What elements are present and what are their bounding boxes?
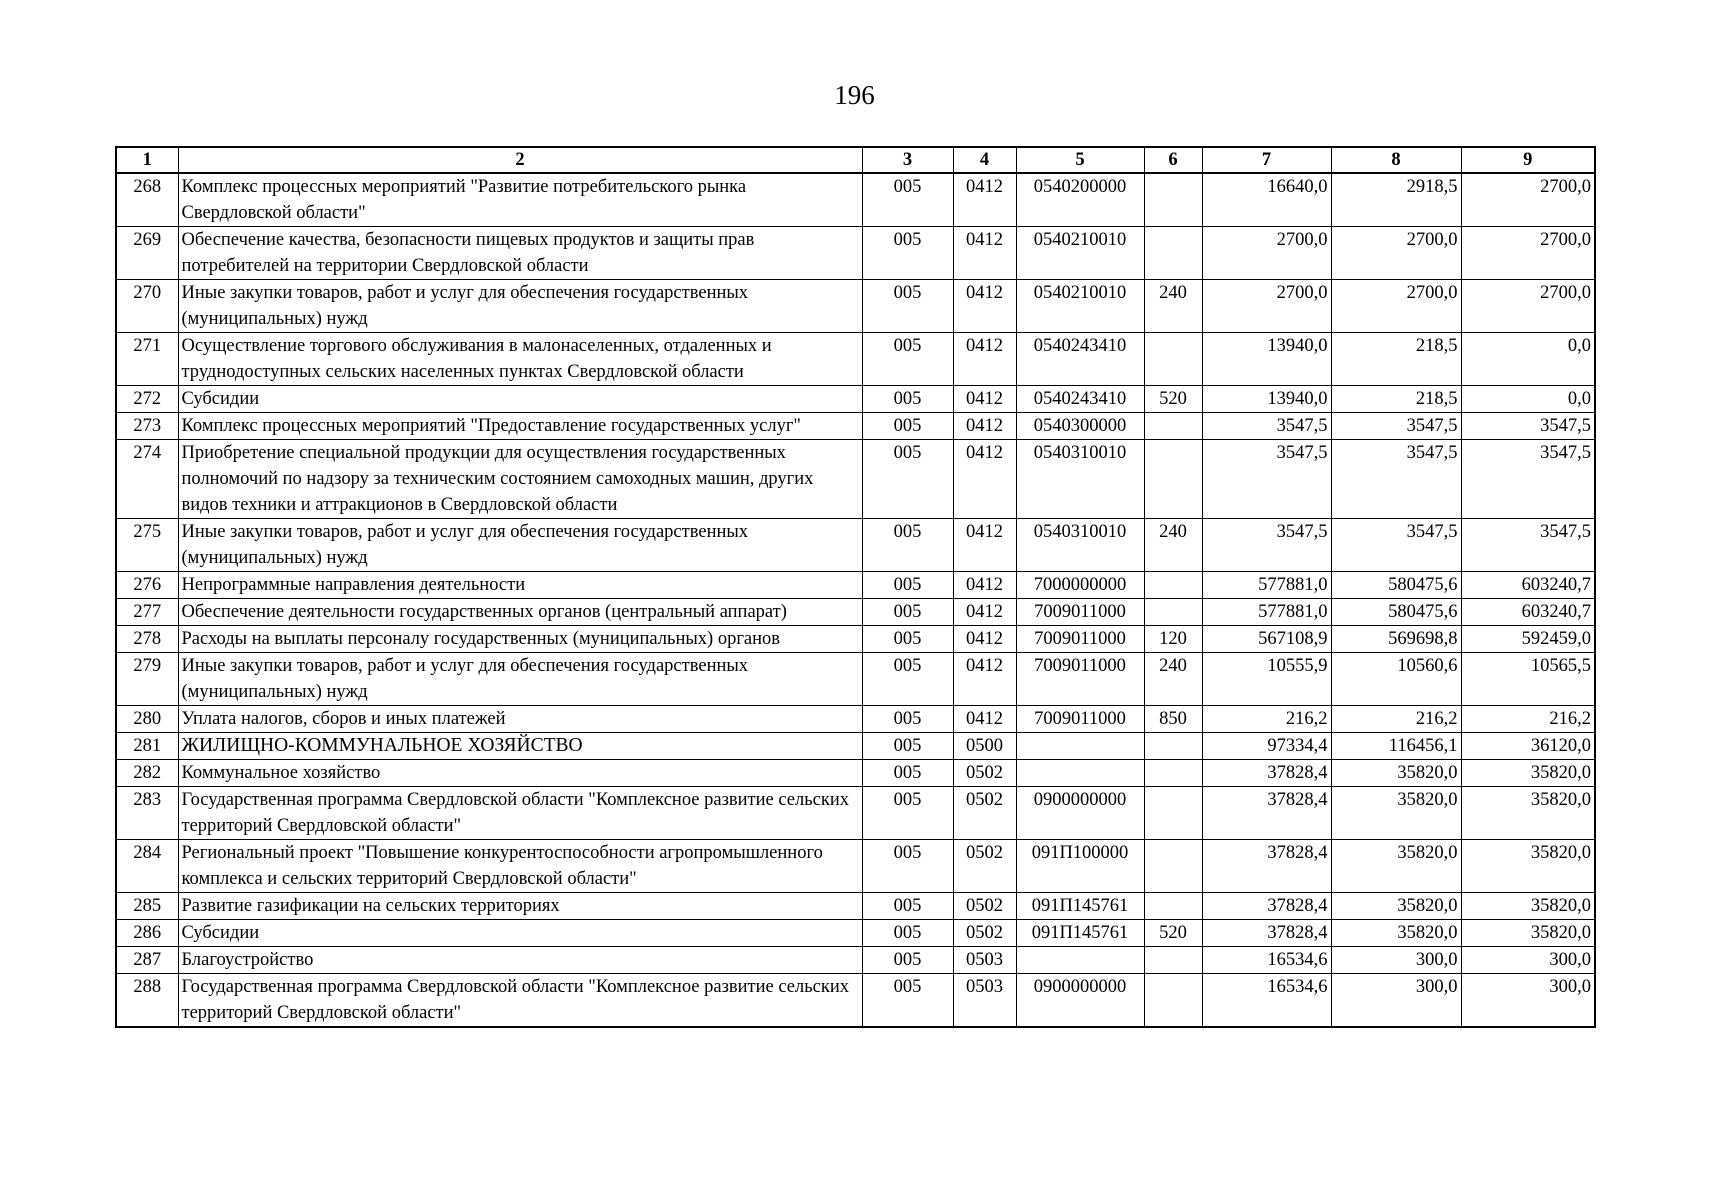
ministry-code: 005 [862, 787, 953, 840]
target-code: 091П145761 [1016, 893, 1144, 920]
amount-col8: 569698,8 [1331, 626, 1461, 653]
section-code: 0502 [953, 760, 1016, 787]
target-code: 0900000000 [1016, 787, 1144, 840]
amount-col9: 603240,7 [1461, 572, 1595, 599]
ministry-code: 005 [862, 760, 953, 787]
amount-col7: 37828,4 [1202, 787, 1331, 840]
row-name: ЖИЛИЩНО-КОММУНАЛЬНОЕ ХОЗЯЙСТВО [178, 733, 862, 760]
table-row [116, 974, 1595, 1028]
amount-col8: 300,0 [1331, 974, 1461, 1028]
table-row [116, 840, 1595, 893]
row-name: Иные закупки товаров, работ и услуг для обеспечения государственных (муниципальных) нужд [178, 653, 862, 706]
row-name: Субсидии [178, 920, 862, 947]
expense-type-code [1144, 974, 1202, 1028]
expense-type-code [1144, 787, 1202, 840]
target-code: 7009011000 [1016, 653, 1144, 706]
amount-col7: 3547,5 [1202, 440, 1331, 519]
amount-col9: 35820,0 [1461, 787, 1595, 840]
section-code: 0502 [953, 920, 1016, 947]
expense-type-code [1144, 572, 1202, 599]
section-code: 0412 [953, 386, 1016, 413]
section-code: 0502 [953, 787, 1016, 840]
ministry-code: 005 [862, 653, 953, 706]
row-number: 274 [116, 440, 178, 519]
row-name: Осуществление торгового обслуживания в малонаселенных, отдаленных и труднодоступных сельских населенных пунктах Свердловской области [178, 333, 862, 386]
amount-col8: 2700,0 [1331, 227, 1461, 280]
expense-type-code [1144, 333, 1202, 386]
ministry-code: 005 [862, 599, 953, 626]
amount-col7: 216,2 [1202, 706, 1331, 733]
row-name: Обеспечение качества, безопасности пищевых продуктов и защиты прав потребителей на территории Свердловской области [178, 227, 862, 280]
amount-col7: 577881,0 [1202, 599, 1331, 626]
amount-col7: 13940,0 [1202, 333, 1331, 386]
target-code: 0540310010 [1016, 519, 1144, 572]
ministry-code: 005 [862, 173, 953, 227]
expense-type-code [1144, 840, 1202, 893]
table-row [116, 893, 1595, 920]
amount-col9: 10565,5 [1461, 653, 1595, 706]
column-header: 9 [1461, 147, 1595, 173]
table-row [116, 386, 1595, 413]
amount-col9: 35820,0 [1461, 760, 1595, 787]
target-code: 091П100000 [1016, 840, 1144, 893]
column-header: 2 [178, 147, 862, 173]
row-number: 277 [116, 599, 178, 626]
ministry-code: 005 [862, 893, 953, 920]
amount-col8: 116456,1 [1331, 733, 1461, 760]
amount-col9: 3547,5 [1461, 519, 1595, 572]
expense-type-code [1144, 413, 1202, 440]
amount-col8: 300,0 [1331, 947, 1461, 974]
row-name: Расходы на выплаты персоналу государственных (муниципальных) органов [178, 626, 862, 653]
target-code: 7009011000 [1016, 706, 1144, 733]
ministry-code: 005 [862, 333, 953, 386]
table-row [116, 572, 1595, 599]
amount-col8: 216,2 [1331, 706, 1461, 733]
ministry-code: 005 [862, 733, 953, 760]
expense-type-code [1144, 733, 1202, 760]
amount-col7: 16640,0 [1202, 173, 1331, 227]
amount-col7: 97334,4 [1202, 733, 1331, 760]
amount-col8: 580475,6 [1331, 572, 1461, 599]
target-code: 0540210010 [1016, 227, 1144, 280]
target-code: 7009011000 [1016, 626, 1144, 653]
section-code: 0412 [953, 333, 1016, 386]
row-name: Иные закупки товаров, работ и услуг для обеспечения государственных (муниципальных) нужд [178, 519, 862, 572]
amount-col9: 216,2 [1461, 706, 1595, 733]
target-code: 0900000000 [1016, 974, 1144, 1028]
table-row [116, 333, 1595, 386]
amount-col9: 0,0 [1461, 386, 1595, 413]
table-row [116, 173, 1595, 227]
table-row [116, 653, 1595, 706]
section-code: 0412 [953, 227, 1016, 280]
ministry-code: 005 [862, 572, 953, 599]
row-number: 282 [116, 760, 178, 787]
target-code [1016, 733, 1144, 760]
amount-col9: 35820,0 [1461, 893, 1595, 920]
target-code: 7000000000 [1016, 572, 1144, 599]
amount-col7: 37828,4 [1202, 760, 1331, 787]
section-code: 0412 [953, 653, 1016, 706]
expense-type-code: 520 [1144, 920, 1202, 947]
table-row [116, 733, 1595, 760]
column-header: 7 [1202, 147, 1331, 173]
section-code: 0412 [953, 599, 1016, 626]
expense-type-code: 120 [1144, 626, 1202, 653]
column-header: 1 [116, 147, 178, 173]
ministry-code: 005 [862, 626, 953, 653]
row-number: 280 [116, 706, 178, 733]
row-name: Уплата налогов, сборов и иных платежей [178, 706, 862, 733]
column-header: 4 [953, 147, 1016, 173]
row-number: 269 [116, 227, 178, 280]
table-row [116, 599, 1595, 626]
ministry-code: 005 [862, 227, 953, 280]
target-code: 0540310010 [1016, 440, 1144, 519]
amount-col8: 3547,5 [1331, 413, 1461, 440]
row-number: 287 [116, 947, 178, 974]
section-code: 0412 [953, 280, 1016, 333]
target-code: 091П145761 [1016, 920, 1144, 947]
column-header: 6 [1144, 147, 1202, 173]
row-number: 279 [116, 653, 178, 706]
row-number: 276 [116, 572, 178, 599]
table-row [116, 706, 1595, 733]
expense-type-code: 850 [1144, 706, 1202, 733]
amount-col7: 2700,0 [1202, 280, 1331, 333]
ministry-code: 005 [862, 280, 953, 333]
expense-type-code: 240 [1144, 280, 1202, 333]
section-code: 0412 [953, 413, 1016, 440]
target-code: 0540300000 [1016, 413, 1144, 440]
row-name: Развитие газификации на сельских территориях [178, 893, 862, 920]
amount-col7: 37828,4 [1202, 920, 1331, 947]
target-code: 0540243410 [1016, 333, 1144, 386]
amount-col8: 35820,0 [1331, 893, 1461, 920]
amount-col7: 16534,6 [1202, 947, 1331, 974]
amount-col7: 16534,6 [1202, 974, 1331, 1028]
amount-col8: 35820,0 [1331, 920, 1461, 947]
section-code: 0500 [953, 733, 1016, 760]
row-number: 273 [116, 413, 178, 440]
amount-col7: 37828,4 [1202, 893, 1331, 920]
amount-col9: 3547,5 [1461, 440, 1595, 519]
row-name: Государственная программа Свердловской области "Комплексное развитие сельских территорий Свердловской области" [178, 787, 862, 840]
ministry-code: 005 [862, 386, 953, 413]
amount-col9: 2700,0 [1461, 173, 1595, 227]
table-body [116, 173, 1595, 1027]
target-code [1016, 760, 1144, 787]
ministry-code: 005 [862, 706, 953, 733]
row-number: 283 [116, 787, 178, 840]
amount-col9: 300,0 [1461, 947, 1595, 974]
row-name: Комплекс процессных мероприятий "Предоставление государственных услуг" [178, 413, 862, 440]
table-row [116, 947, 1595, 974]
row-name: Субсидии [178, 386, 862, 413]
row-number: 271 [116, 333, 178, 386]
table-row [116, 920, 1595, 947]
amount-col8: 35820,0 [1331, 760, 1461, 787]
expense-type-code: 240 [1144, 653, 1202, 706]
amount-col9: 0,0 [1461, 333, 1595, 386]
row-number: 268 [116, 173, 178, 227]
row-number: 281 [116, 733, 178, 760]
section-code: 0502 [953, 840, 1016, 893]
row-number: 286 [116, 920, 178, 947]
target-code: 0540243410 [1016, 386, 1144, 413]
amount-col9: 592459,0 [1461, 626, 1595, 653]
expense-type-code: 240 [1144, 519, 1202, 572]
amount-col8: 3547,5 [1331, 519, 1461, 572]
expense-type-code [1144, 440, 1202, 519]
expense-type-code [1144, 760, 1202, 787]
amount-col9: 300,0 [1461, 974, 1595, 1028]
column-header: 8 [1331, 147, 1461, 173]
row-number: 272 [116, 386, 178, 413]
row-number: 275 [116, 519, 178, 572]
table-row [116, 413, 1595, 440]
row-name: Комплекс процессных мероприятий "Развитие потребительского рынка Свердловской области" [178, 173, 862, 227]
target-code [1016, 947, 1144, 974]
amount-col9: 35820,0 [1461, 920, 1595, 947]
ministry-code: 005 [862, 519, 953, 572]
section-code: 0412 [953, 173, 1016, 227]
ministry-code: 005 [862, 413, 953, 440]
section-code: 0412 [953, 706, 1016, 733]
page-number: 196 [834, 80, 875, 110]
row-name: Приобретение специальной продукции для осуществления государственных полномочий по надзору за техническим состоянием самоходных машин, других видов техники и аттракционов в Свердловской области [178, 440, 862, 519]
amount-col7: 577881,0 [1202, 572, 1331, 599]
amount-col9: 2700,0 [1461, 280, 1595, 333]
amount-col8: 3547,5 [1331, 440, 1461, 519]
table-row [116, 626, 1595, 653]
amount-col9: 603240,7 [1461, 599, 1595, 626]
section-code: 0412 [953, 519, 1016, 572]
amount-col9: 36120,0 [1461, 733, 1595, 760]
expense-type-code: 520 [1144, 386, 1202, 413]
amount-col8: 2918,5 [1331, 173, 1461, 227]
row-number: 270 [116, 280, 178, 333]
table-row [116, 227, 1595, 280]
column-header: 3 [862, 147, 953, 173]
target-code: 0540210010 [1016, 280, 1144, 333]
ministry-code: 005 [862, 440, 953, 519]
amount-col9: 35820,0 [1461, 840, 1595, 893]
amount-col9: 3547,5 [1461, 413, 1595, 440]
target-code: 0540200000 [1016, 173, 1144, 227]
header-row [116, 147, 1595, 173]
row-number: 284 [116, 840, 178, 893]
row-name: Государственная программа Свердловской области "Комплексное развитие сельских территорий Свердловской области" [178, 974, 862, 1028]
section-code: 0412 [953, 440, 1016, 519]
amount-col7: 37828,4 [1202, 840, 1331, 893]
row-name: Благоустройство [178, 947, 862, 974]
row-number: 288 [116, 974, 178, 1028]
expense-type-code [1144, 173, 1202, 227]
expense-type-code [1144, 893, 1202, 920]
table-row [116, 280, 1595, 333]
row-name: Коммунальное хозяйство [178, 760, 862, 787]
section-code: 0412 [953, 626, 1016, 653]
row-name: Региональный проект "Повышение конкурентоспособности агропромышленного комплекса и сельских территорий Свердловской области" [178, 840, 862, 893]
table-row [116, 519, 1595, 572]
expense-type-code [1144, 599, 1202, 626]
row-number: 278 [116, 626, 178, 653]
amount-col8: 35820,0 [1331, 787, 1461, 840]
amount-col7: 567108,9 [1202, 626, 1331, 653]
amount-col7: 3547,5 [1202, 519, 1331, 572]
column-header: 5 [1016, 147, 1144, 173]
amount-col8: 580475,6 [1331, 599, 1461, 626]
ministry-code: 005 [862, 840, 953, 893]
section-code: 0412 [953, 572, 1016, 599]
expense-type-code [1144, 947, 1202, 974]
amount-col8: 35820,0 [1331, 840, 1461, 893]
amount-col8: 2700,0 [1331, 280, 1461, 333]
amount-col7: 13940,0 [1202, 386, 1331, 413]
amount-col7: 10555,9 [1202, 653, 1331, 706]
amount-col7: 3547,5 [1202, 413, 1331, 440]
amount-col9: 2700,0 [1461, 227, 1595, 280]
ministry-code: 005 [862, 974, 953, 1028]
budget-table [115, 146, 1596, 1028]
row-name: Непрограммные направления деятельности [178, 572, 862, 599]
amount-col7: 2700,0 [1202, 227, 1331, 280]
amount-col8: 218,5 [1331, 333, 1461, 386]
target-code: 7009011000 [1016, 599, 1144, 626]
table-row [116, 787, 1595, 840]
ministry-code: 005 [862, 947, 953, 974]
row-name: Иные закупки товаров, работ и услуг для обеспечения государственных (муниципальных) нужд [178, 280, 862, 333]
row-number: 285 [116, 893, 178, 920]
amount-col8: 218,5 [1331, 386, 1461, 413]
table-row [116, 760, 1595, 787]
section-code: 0502 [953, 893, 1016, 920]
expense-type-code [1144, 227, 1202, 280]
amount-col8: 10560,6 [1331, 653, 1461, 706]
section-code: 0503 [953, 947, 1016, 974]
ministry-code: 005 [862, 920, 953, 947]
table-row [116, 440, 1595, 519]
row-name: Обеспечение деятельности государственных органов (центральный аппарат) [178, 599, 862, 626]
section-code: 0503 [953, 974, 1016, 1028]
